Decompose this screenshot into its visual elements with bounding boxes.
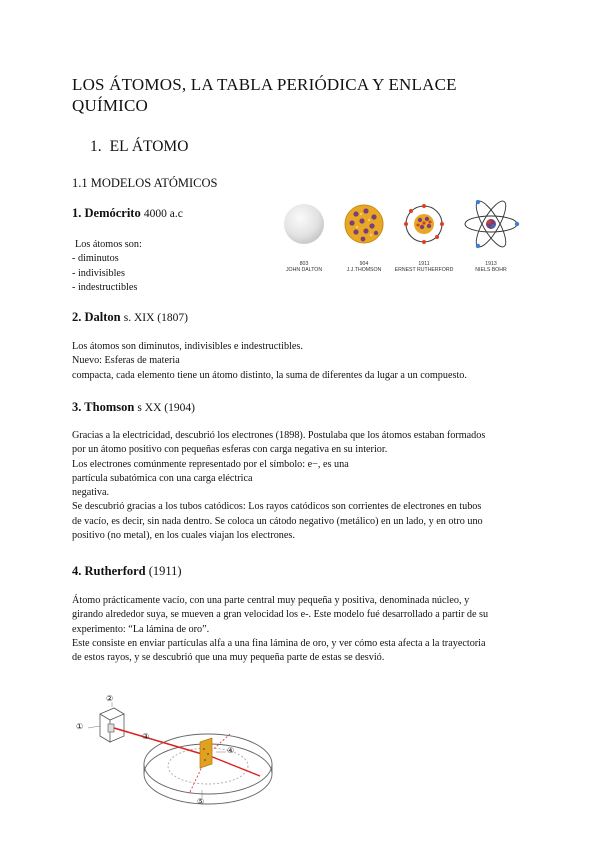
- democrito-intro: Los átomos son:: [75, 239, 142, 250]
- heading-rutherford-date: (1911): [148, 564, 182, 578]
- dalton-paragraph: [72, 340, 467, 383]
- heading-dalton: [72, 310, 188, 325]
- list-item: - diminutos: [72, 253, 119, 265]
- heading-democrito-name: 1. Demócrito: [72, 206, 141, 220]
- paragraph-line: Los electrones comúnmente representado por el símbolo: e−, es una: [72, 458, 349, 470]
- heading-democrito: [72, 206, 183, 221]
- thomson-paragraph: [72, 429, 485, 543]
- paragraph-line: experimento: “La lámina de oro”.: [72, 623, 210, 635]
- subsection-heading: 1.1 MODELOS ATÓMICOS: [72, 176, 218, 190]
- gold-foil-diagram: [70, 694, 280, 812]
- model-name: J.J.THOMSON: [346, 267, 382, 273]
- alpha-beam-through: [210, 756, 260, 776]
- document-title: LOS ÁTOMOS, LA TABLA PERIÓDICA Y ENLACE QUÍMICO: [72, 75, 457, 115]
- rutherford-model: [404, 204, 444, 244]
- heading-dalton-name: 2. Dalton: [72, 310, 121, 324]
- model-year: 1911: [418, 261, 430, 267]
- paragraph-line: Nuevo: Esferas de materia: [72, 355, 180, 367]
- bohr-model: [465, 200, 519, 251]
- paragraph-line: Átomo prácticamente vacío, con una parte central muy pequeña y positiva, denominada núcleo, y: [72, 595, 470, 606]
- paragraph-line: por un átomo positivo con pequeñas esferas con carga negativa en su interior.: [72, 444, 388, 456]
- model-name: JOHN DALTON: [285, 267, 323, 273]
- paragraph-line: negativa.: [72, 487, 110, 499]
- section-heading-atom: [90, 138, 188, 156]
- paragraph-line: positivo (no metal), en los cuales viajan los electrones.: [72, 530, 295, 542]
- rutherford-paragraph: [72, 594, 488, 665]
- paragraph-line: compacta, cada elemento tiene un átomo distinto, la suma de diferentes da lugar a un compuesto.: [72, 369, 467, 381]
- list-item: - indestructibles: [72, 281, 138, 293]
- model-name: NIELS BOHR: [475, 267, 507, 273]
- heading-dalton-date: s. XIX (1807): [123, 312, 188, 324]
- heading-thomson: [72, 400, 195, 415]
- paragraph-line: de vacío, es decir, sin nada dentro. Se coloca un cátodo negativo (metálico) en un lado, y en otro uno: [72, 515, 483, 527]
- list-item: - indivisibles: [72, 267, 125, 279]
- alpha-beam: [114, 728, 202, 754]
- model-name: ERNEST RUTHERFORD: [394, 267, 454, 273]
- heading-rutherford: [72, 564, 182, 579]
- callout: ②: [106, 694, 114, 703]
- model-year: 904: [359, 261, 369, 267]
- thomson-model: [345, 205, 383, 243]
- democrito-list: [72, 238, 142, 295]
- callout: ③: [142, 732, 150, 741]
- dalton-sphere: [284, 204, 324, 244]
- paragraph-line: girando alrededor suya, se mueven a gran velocidad los e-. Este modelo fué desarrollado a partir de su: [72, 609, 489, 621]
- section-number: 1.: [90, 138, 102, 155]
- paragraph-line: Gracias a la electricidad, descubrió los electrones (1898). Postulaba que los átomos estaban formados: [72, 430, 486, 441]
- model-label-dalton: [274, 261, 334, 273]
- atomic-models-figure: [276, 200, 526, 282]
- paragraph-line: partícula subatómica con una carga eléctrica: [72, 472, 253, 484]
- heading-democrito-date: 4000 a.c: [143, 208, 183, 220]
- heading-rutherford-name: 4. Rutherford: [72, 564, 146, 578]
- gold-foil: [200, 738, 212, 768]
- model-year: 1913: [485, 261, 497, 267]
- paragraph-line: Se descubrió gracias a los tubos catódicos: Los rayos catódicos son corrientes de electrones en tubos: [72, 501, 482, 513]
- paragraph-line: Este consiste en enviar partículas alfa a una fina lámina de oro, y ver cómo esta afecta a la trayectoria: [72, 637, 486, 649]
- callout: ⑤: [197, 797, 205, 806]
- model-label-rutherford: [394, 261, 454, 273]
- section-title: EL ÁTOMO: [109, 138, 189, 155]
- heading-thomson-date: s XX (1904): [137, 402, 195, 414]
- model-year: 803: [299, 261, 309, 267]
- model-label-bohr: [461, 261, 521, 273]
- paragraph-line: de estos rayos, y se descubrió que una muy pequeña parte de estas se desvió.: [72, 652, 385, 664]
- callout: ①: [76, 722, 84, 731]
- heading-thomson-name: 3. Thomson: [72, 400, 135, 414]
- paragraph-line: Los átomos son diminutos, indivisibles e indestructibles.: [72, 341, 303, 352]
- model-label-thomson: [334, 261, 394, 273]
- gold-foil-illustration: [70, 694, 280, 812]
- callout: ④: [227, 746, 235, 755]
- alpha-source-box: [100, 708, 124, 742]
